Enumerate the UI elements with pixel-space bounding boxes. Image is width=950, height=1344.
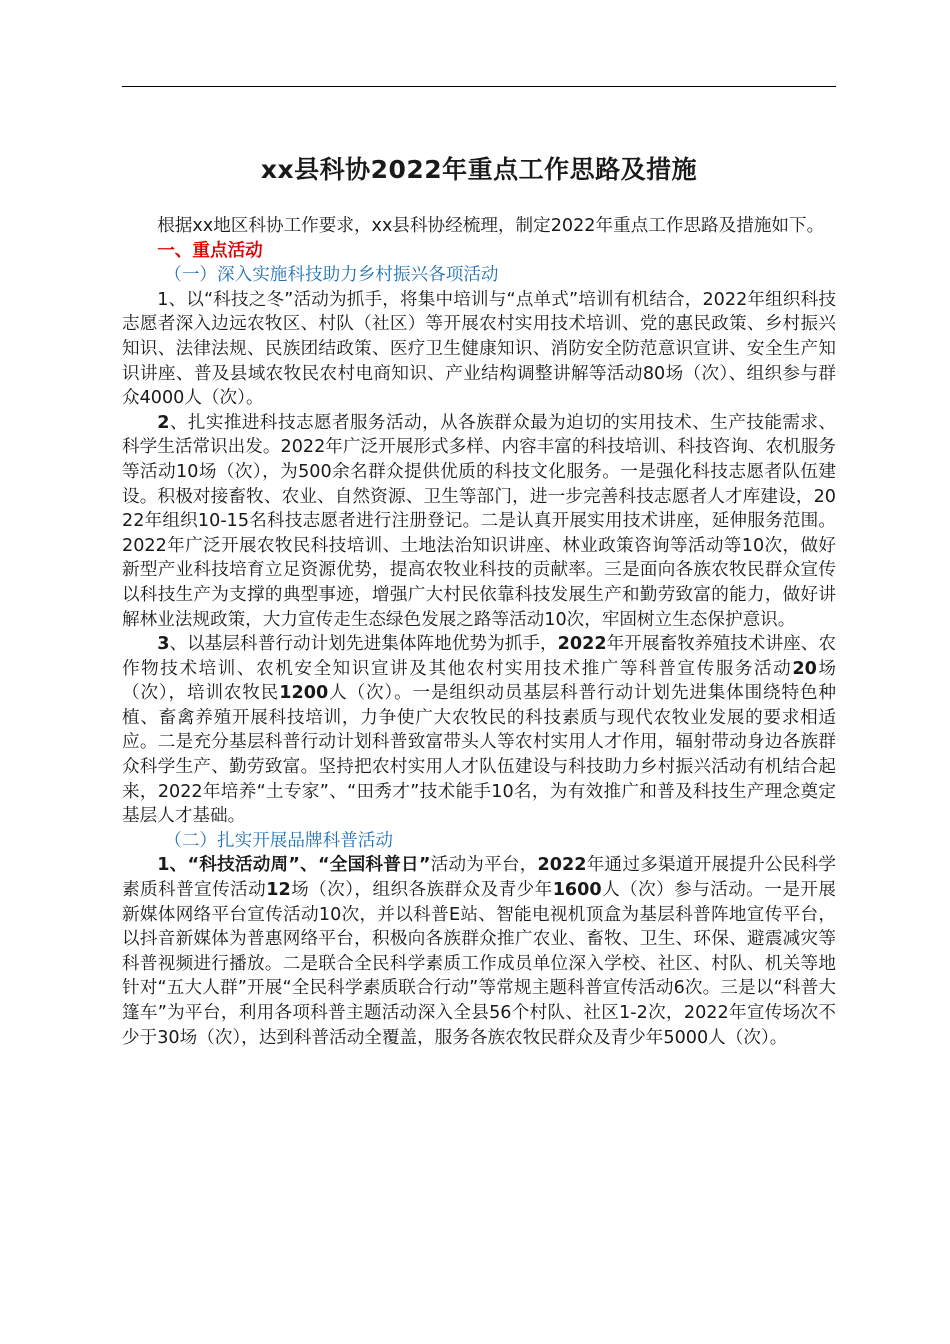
paragraph-1-3 [122, 632, 836, 829]
bold-lead: 1、“科技活动周”、“全国科普日” [157, 855, 431, 876]
header-rule [122, 86, 836, 87]
paragraph-text: 活动为平台， [430, 855, 538, 876]
paragraph-text: 年通过多渠道开展提升公民科学素质科普宣传活动 [122, 855, 836, 901]
bold-figure: 12 [266, 880, 291, 901]
bold-figure: 1600 [552, 880, 602, 901]
intro-paragraph: 根据xx地区科协工作要求，xx县科协经梳理，制定2022年重点工作思路及措施如下。 [157, 216, 825, 236]
bold-figure: 2022 [557, 634, 607, 655]
paragraph-text: 人（次）参与活动。一是开展新媒体网络平台宣传活动10次，并以科普E站、智能电视机顶盒为基层科普阵地宣传平台，以抖音新媒体为普惠网络平台，积极向各族群众推广农业、畜牧、卫生、环保、避震减灾等科普视频进行播放。二是联合全民科学素质工作成员单位深入学校、社区、村队、机关等地针对“五大人群”开展“全民科学素质联合行动”等常规主题科普宣传活动6次。三是以“科普大篷车”为平台，利用各项科普主题活动深入全县56个村队、社区1-2次，2022年宣传场次不少于30场（次），达到科普活动全覆盖，服务各族农牧民群众及青少年5000人（次）。 [122, 880, 836, 1048]
bold-figure: 1200 [279, 683, 329, 704]
paragraph-text: 人（次）。一是组织动员基层科普行动计划先进集体围绕特色种植、畜禽养殖开展科技培训，力争使广大农牧民的科技素质与现代农牧业发展的要求相适应。二是充分基层科普行动计划科普致富带头人等农村实用人才作用，辐射带动身边各族群众科学生产、勤劳致富。坚持把农村实用人才队伍建设与科技助力乡村振兴活动有机结合起来，2022年培养“土专家”、“田秀才”技术能手10名，为有效推广和普及科技生产理念奠定基层人才基础。 [122, 683, 837, 827]
bold-figure: 20 [792, 658, 817, 679]
paragraph-text: 场（次），培训农牧民 [122, 658, 836, 704]
paragraph-number: 2 [157, 412, 170, 433]
paragraph-text: 年开展畜牧养殖技术讲座、农作物技术培训、农机安全知识宣讲及其他农村实用技术推广等科普宣传服务活动 [122, 634, 836, 679]
paragraph-1-2 [122, 411, 836, 632]
paragraph-text: 、以基层科普行动计划先进集体阵地优势为抓手， [169, 634, 558, 655]
subsection-heading-2: （二）扎实开展品牌科普活动 [164, 830, 393, 851]
paragraph-2-1 [122, 853, 836, 1050]
section-heading: 一、重点活动 [157, 240, 263, 261]
bold-figure: 2022 [537, 855, 587, 876]
subsection-heading-1: （一）深入实施科技助力乡村振兴各项活动 [164, 265, 499, 286]
document-title: xx县科协2022年重点工作思路及措施 [260, 155, 698, 184]
paragraph-1-1: 1、以“科技之冬”活动为抓手，将集中培训与“点单式”培训有机结合，2022年组织科技志愿者深入边远农牧区、村队（社区）等开展农村实用技术培训、党的惠民政策、乡村振兴知识、法律法规、民族团结政策、医疗卫生健康知识、消防安全防范意识宣讲、安全生产知识讲座、普及县域农牧民农村电商知识、产业结构调整讲解等活动80场（次）、组织参与群众4000人（次）。 [122, 289, 836, 409]
document-body [122, 150, 836, 1050]
paragraph-text: 、扎实推进科技志愿者服务活动，从各族群众最为迫切的实用技术、生产技能需求、科学生活常识出发。2022年广泛开展形式多样、内容丰富的科技培训、科技咨询、农机服务等活动10场（次），为500余名群众提供优质的科技文化服务。一是强化科技志愿者队伍建设。积极对接畜牧、农业、自然资源、卫生等部门，进一步完善科技志愿者人才库建设，2022年组织10-15名科技志愿者进行注册登记。二是认真开展实用技术讲座，延伸服务范围。2022年广泛开展农牧民科技培训、土地法治知识讲座、林业政策咨询等活动等10次，做好新型产业科技培育立足资源优势，提高农牧业科技的贡献率。三是面向各族农牧民群众宣传以科技生产为支撑的典型事迹，增强广大村民依靠科技发展生产和勤劳致富的能力，做好讲解林业法规政策，大力宣传走生态绿色发展之路等活动10次，牢固树立生态保护意识。 [122, 412, 836, 630]
paragraph-number: 3 [157, 634, 170, 655]
paragraph-text: 场（次），组织各族群众及青少年 [290, 880, 553, 901]
